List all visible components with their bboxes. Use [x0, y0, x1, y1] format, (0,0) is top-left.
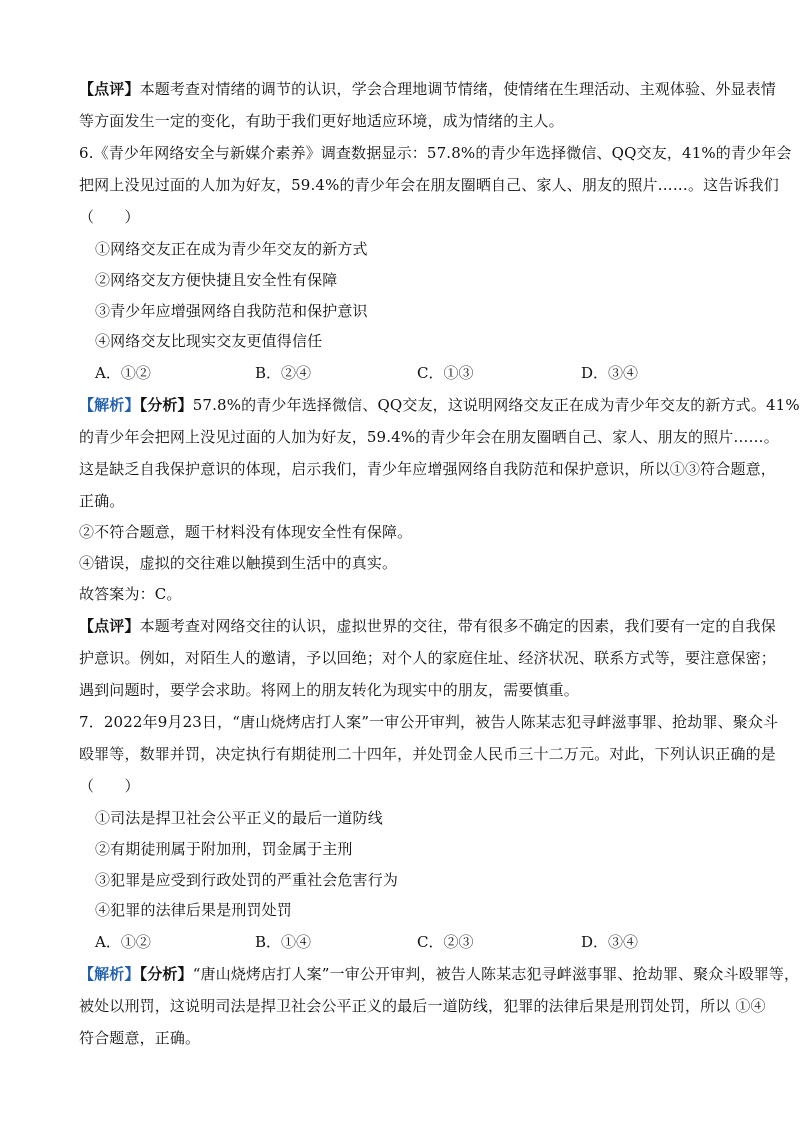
- choice-b: B．①④: [255, 933, 312, 951]
- analysis-text-line: 这是缺乏自我保护意识的体现，启示我们，青少年应增强网络自我防范和保护意识，所以①③符合题意，: [79, 460, 776, 478]
- option-item: ③青少年应增强网络自我防范和保护意识: [95, 302, 368, 320]
- review-paragraph: [79, 616, 776, 636]
- analysis-text-line: ④错误，虚拟的交往难以触摸到生活中的真实。: [79, 554, 398, 572]
- option-item: ②有期徒刑属于附加刑，罚金属于主刑: [95, 840, 353, 858]
- choice-c: C．②③: [417, 933, 474, 951]
- choice-d: D．③④: [581, 933, 639, 951]
- question-6-stem-cont: 把网上没见过面的人加为好友，59.4%的青少年会在朋友圈晒自己、家人、朋友的照片……。这告诉我们: [79, 176, 779, 194]
- choice-row: [95, 363, 715, 383]
- choice-b: B．②④: [255, 364, 312, 382]
- analysis-text: 57.8%的青少年选择微信、QQ交友，这说明网络交友正在成为青少年交友的新方式。41%: [192, 396, 800, 414]
- option-item: ④犯罪的法律后果是刑罚处罚: [95, 901, 292, 919]
- option-item: ①司法是捍卫社会公平正义的最后一道防线: [95, 809, 383, 827]
- review-text-line: 护意识。例如，对陌生人的邀请，予以回绝；对个人的家庭住址、经济状况、联系方式等，要注意保密；: [79, 649, 776, 667]
- analysis-text: “唐山烧烤店打人案”一审公开审判，被告人陈某志犯寻衅滋事罪、抢劫罪、聚众斗殴罪等，: [192, 965, 800, 983]
- choice-c: C．①③: [417, 364, 474, 382]
- analysis-subtag: 【分析】: [139, 965, 193, 983]
- analysis-text-line: 的青少年会把网上没见过面的人加为好友，59.4%的青少年会在朋友圈晒自己、家人、朋友的照片……。: [79, 428, 779, 446]
- question-7-stem: 7．2022年9月23日，“唐山烧烤店打人案”一审公开审判，被告人陈某志犯寻衅滋事罪、抢劫罪、聚众斗: [79, 713, 779, 731]
- answer-blank: （ ）: [79, 777, 140, 795]
- option-item: ④网络交友比现实交友更值得信任: [95, 332, 323, 350]
- analysis-text-line: 被处以刑罚，这说明司法是捍卫社会公平正义的最后一道防线，犯罪的法律后果是刑罚处罚，所以 ①④: [79, 997, 766, 1015]
- choice-a: A．①②: [95, 933, 151, 951]
- option-item: ③犯罪是应受到行政处罚的严重社会危害行为: [95, 871, 399, 889]
- question-6-stem: 6.《青少年网络安全与新媒介素养》调查数据显示：57.8%的青少年选择微信、QQ交友，41%的青少年会: [79, 144, 792, 162]
- review-tag: 【点评】: [79, 80, 140, 98]
- analysis-tag: 【解析】: [79, 396, 140, 414]
- choice-d: D．③④: [581, 364, 639, 382]
- option-item: ②网络交友方便快捷且安全性有保障: [95, 271, 338, 289]
- option-item: ①网络交友正在成为青少年交友的新方式: [95, 240, 368, 258]
- analysis-text-line: 正确。: [79, 492, 125, 510]
- analysis-paragraph: [79, 395, 800, 415]
- analysis-text-line: 符合题意，正确。: [79, 1029, 201, 1047]
- analysis-text-line: ②不符合题意，题干材料没有体现安全性有保障。: [79, 523, 413, 541]
- answer-line: 故答案为：C。: [79, 585, 182, 603]
- review-tag: 【点评】: [79, 617, 140, 635]
- analysis-paragraph: [79, 964, 800, 984]
- analysis-subtag: 【分析】: [139, 396, 193, 414]
- choice-a: A．①②: [95, 364, 151, 382]
- question-7-stem-cont: 殴罪等，数罪并罚，决定执行有期徒刑二十四年，并处罚金人民币三十二万元。对此，下列认识正确的是: [79, 745, 776, 763]
- review-text: 本题考查对网络交往的认识，虚拟世界的交往，带有很多不确定的因素，我们要有一定的自我保: [139, 617, 776, 635]
- analysis-tag: 【解析】: [79, 965, 140, 983]
- answer-blank: （ ）: [79, 208, 140, 226]
- review-text-line: 等方面发生一定的变化，有助于我们更好地适应环境，成为情绪的主人。: [79, 112, 564, 130]
- choice-row: [95, 932, 715, 952]
- review-paragraph: [79, 79, 776, 99]
- review-text-line: 遇到问题时，要学会求助。将网上的朋友转化为现实中的朋友，需要慎重。: [79, 681, 579, 699]
- review-text: 本题考查对情绪的调节的认识，学会合理地调节情绪，使情绪在生理活动、主观体验、外显表情: [139, 80, 776, 98]
